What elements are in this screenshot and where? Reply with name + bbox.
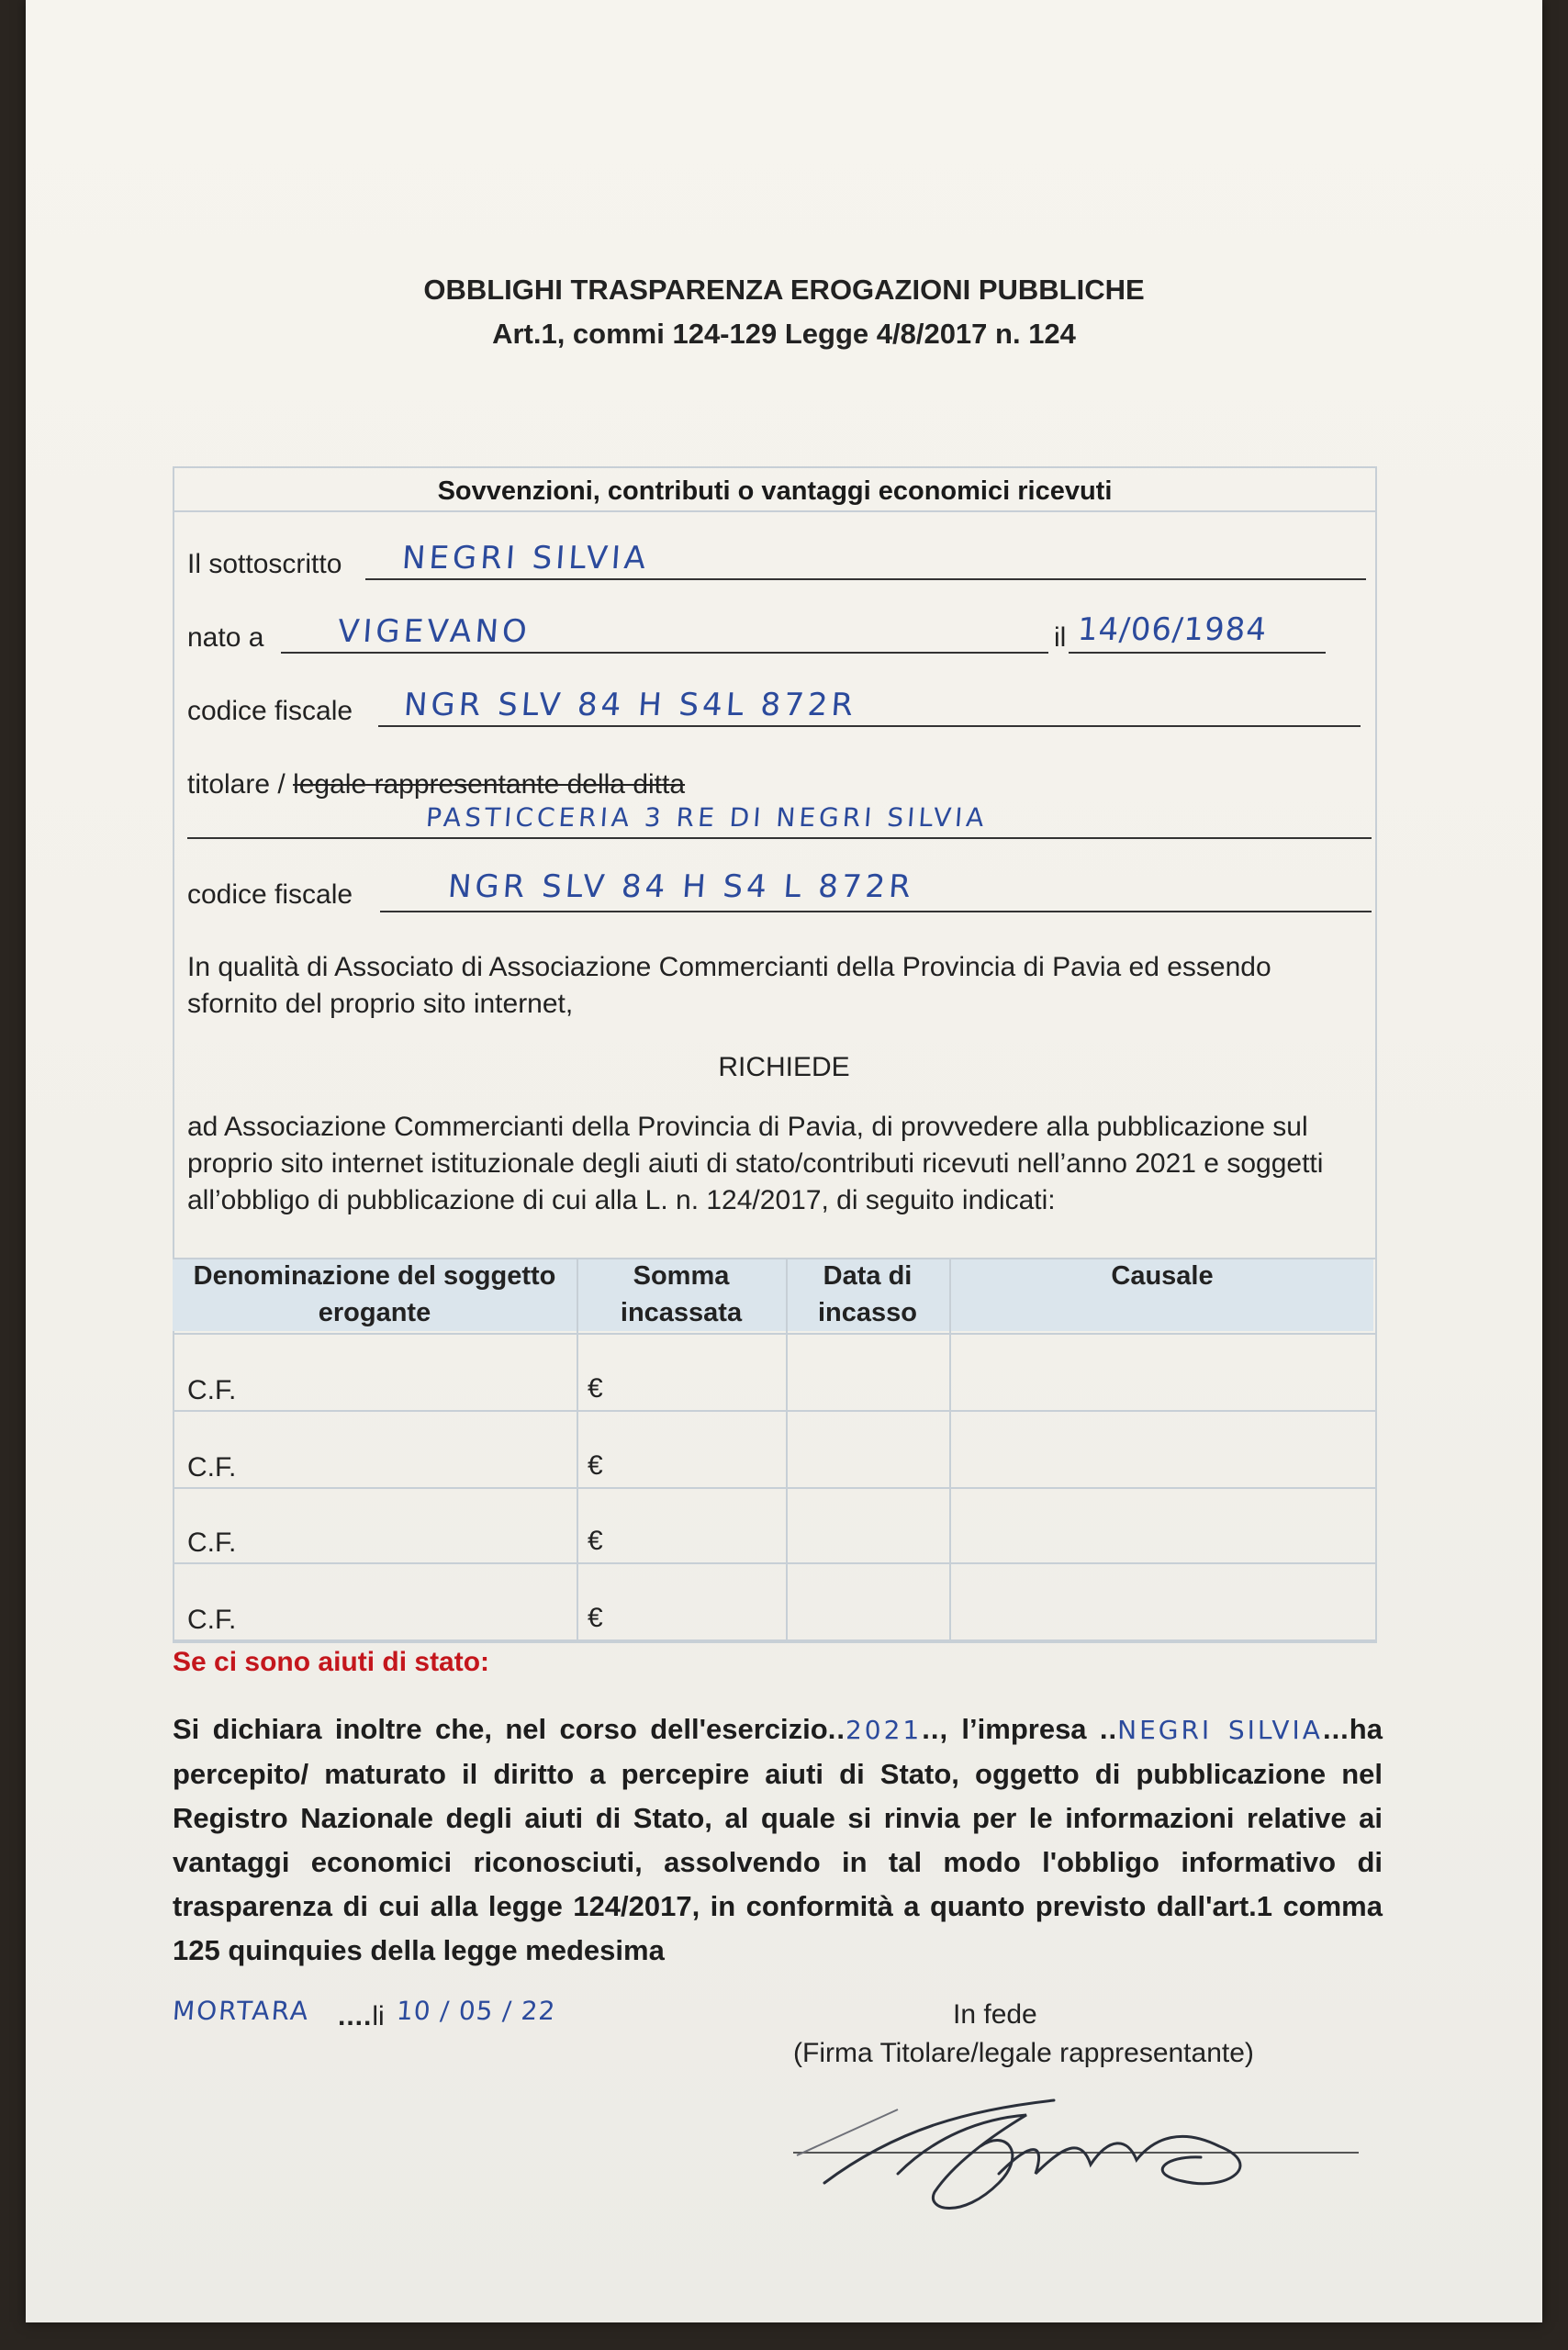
row-somma[interactable]: € bbox=[588, 1450, 603, 1481]
document-page bbox=[26, 0, 1542, 2322]
decl-part1: Si dichiara inoltre che, nel corso dell'esercizio bbox=[173, 1713, 828, 1745]
aiuti-declaration: Si dichiara inoltre che, nel corso dell'esercizio..2021.., l’impresa ..NEGRI SILVIA...ha percepito/ maturato il diritto a percepire aiuti di Stato, oggetto di pubblicazione nel Registro Nazionale degli aiuti di Stato, al quale si rinvia per le informazioni relative ai vantaggi economici riconosciuti, assolvendo in tal modo l'obbligo informativo di trasparenza di cui alla legge 124/2017, in conformità a quanto previsto dall'art.1 comma 125 quinquies della legge medesima bbox=[173, 1713, 1383, 1966]
row-cf[interactable]: C.F. bbox=[187, 1605, 237, 1635]
nato-value[interactable]: VIGEVANO bbox=[336, 613, 532, 650]
cf-value[interactable]: NGR SLV 84 H S4L 872R bbox=[402, 687, 858, 723]
table-border-bottom bbox=[173, 1639, 1375, 1641]
decl-anno[interactable]: 2021 bbox=[845, 1715, 923, 1745]
legale-rappresentante-struck: legale rappresentante della ditta bbox=[293, 769, 686, 800]
cf2-line bbox=[380, 911, 1372, 912]
decl-part3: ha percepito/ maturato il diritto a percepire aiuti di Stato, oggetto di pubblicazione nel Registro Nazionale degli aiuti di Stato, al quale si rinvia per le informazioni relative ai vantaggi economici riconosciuti, assolvendo in tal modo l'obbligo informativo di trasparenza di cui alla legge 124/2017, in conformità a quanto previsto dall'art.1 comma 125 quinquies della legge medesima bbox=[173, 1713, 1383, 1966]
table-border bbox=[173, 1487, 1375, 1489]
row-cf[interactable]: C.F. bbox=[187, 1452, 237, 1483]
cf-label: codice fiscale bbox=[187, 696, 353, 726]
aiuti-heading: Se ci sono aiuti di stato: bbox=[173, 1647, 490, 1677]
richiede-heading: RICHIEDE bbox=[718, 1052, 850, 1082]
table-border bbox=[173, 1562, 1375, 1564]
luogo-value[interactable]: MORTARA bbox=[171, 1996, 311, 2026]
section-title: Sovvenzioni, contributi o vantaggi economici ricevuti bbox=[174, 468, 1375, 512]
firma-label: (Firma Titolare/legale rappresentante) bbox=[793, 2038, 1254, 2068]
row-cf[interactable]: C.F. bbox=[187, 1528, 237, 1558]
il-value[interactable]: 14/06/1984 bbox=[1076, 611, 1269, 648]
col-causale: Causale bbox=[1111, 1261, 1214, 1291]
sottoscritto-line bbox=[365, 578, 1366, 580]
row-somma[interactable]: € bbox=[588, 1526, 603, 1556]
row-cf[interactable]: C.F. bbox=[187, 1375, 237, 1405]
cf2-value[interactable]: NGR SLV 84 H S4 L 872R bbox=[446, 868, 916, 905]
sottoscritto-value[interactable]: NEGRI SILVIA bbox=[400, 540, 651, 576]
table-border bbox=[173, 1333, 1375, 1335]
il-label: il bbox=[1054, 622, 1067, 653]
signature-image bbox=[788, 2073, 1302, 2229]
decl-part2: l’impresa bbox=[961, 1713, 1087, 1745]
col-denominazione: Denominazione del soggetto erogante bbox=[193, 1261, 556, 1327]
cf-line bbox=[378, 725, 1361, 727]
qualita-paragraph: In qualità di Associato di Associazione Commercianti della Provincia di Pavia ed essendo sfornito del proprio sito internet, bbox=[187, 952, 1271, 1019]
document-subtitle: Art.1, commi 124-129 Legge 4/8/2017 n. 124 bbox=[492, 318, 1076, 350]
in-fede-label: In fede bbox=[953, 1999, 1037, 2030]
titolare-label bbox=[187, 769, 685, 800]
li-label: ....li bbox=[338, 2001, 385, 2031]
nato-label: nato a bbox=[187, 622, 264, 653]
il-line bbox=[1069, 652, 1326, 654]
col-data: Data di incasso bbox=[818, 1261, 917, 1327]
titolare-text: titolare / bbox=[187, 769, 286, 800]
row-somma[interactable]: € bbox=[588, 1373, 603, 1404]
sottoscritto-label: Il sottoscritto bbox=[187, 549, 342, 579]
col-somma: Somma incassata bbox=[620, 1261, 743, 1327]
row-somma[interactable]: € bbox=[588, 1603, 603, 1633]
ditta-line bbox=[187, 837, 1372, 839]
table-border bbox=[173, 1410, 1375, 1412]
ditta-value[interactable]: PASTICCERIA 3 RE DI NEGRI SILVIA bbox=[424, 802, 989, 833]
nato-line bbox=[281, 652, 1048, 654]
cf2-label: codice fiscale bbox=[187, 879, 353, 910]
request-paragraph: ad Associazione Commercianti della Provincia di Pavia, di provvedere alla pubblicazione sul proprio sito internet istituzionale degli aiuti di stato/contributi ricevuti nell’anno 2021 e soggetti all’obbligo di pubblicazione di cui alla L. n. 124/2017, di seguito indicati: bbox=[187, 1112, 1324, 1215]
data-value[interactable]: 10 / 05 / 22 bbox=[395, 1996, 557, 2026]
table-col-divider bbox=[949, 1258, 951, 1639]
decl-impresa[interactable]: NEGRI SILVIA bbox=[1117, 1715, 1323, 1745]
document-title: OBBLIGHI TRASPARENZA EROGAZIONI PUBBLICHE bbox=[423, 274, 1145, 306]
